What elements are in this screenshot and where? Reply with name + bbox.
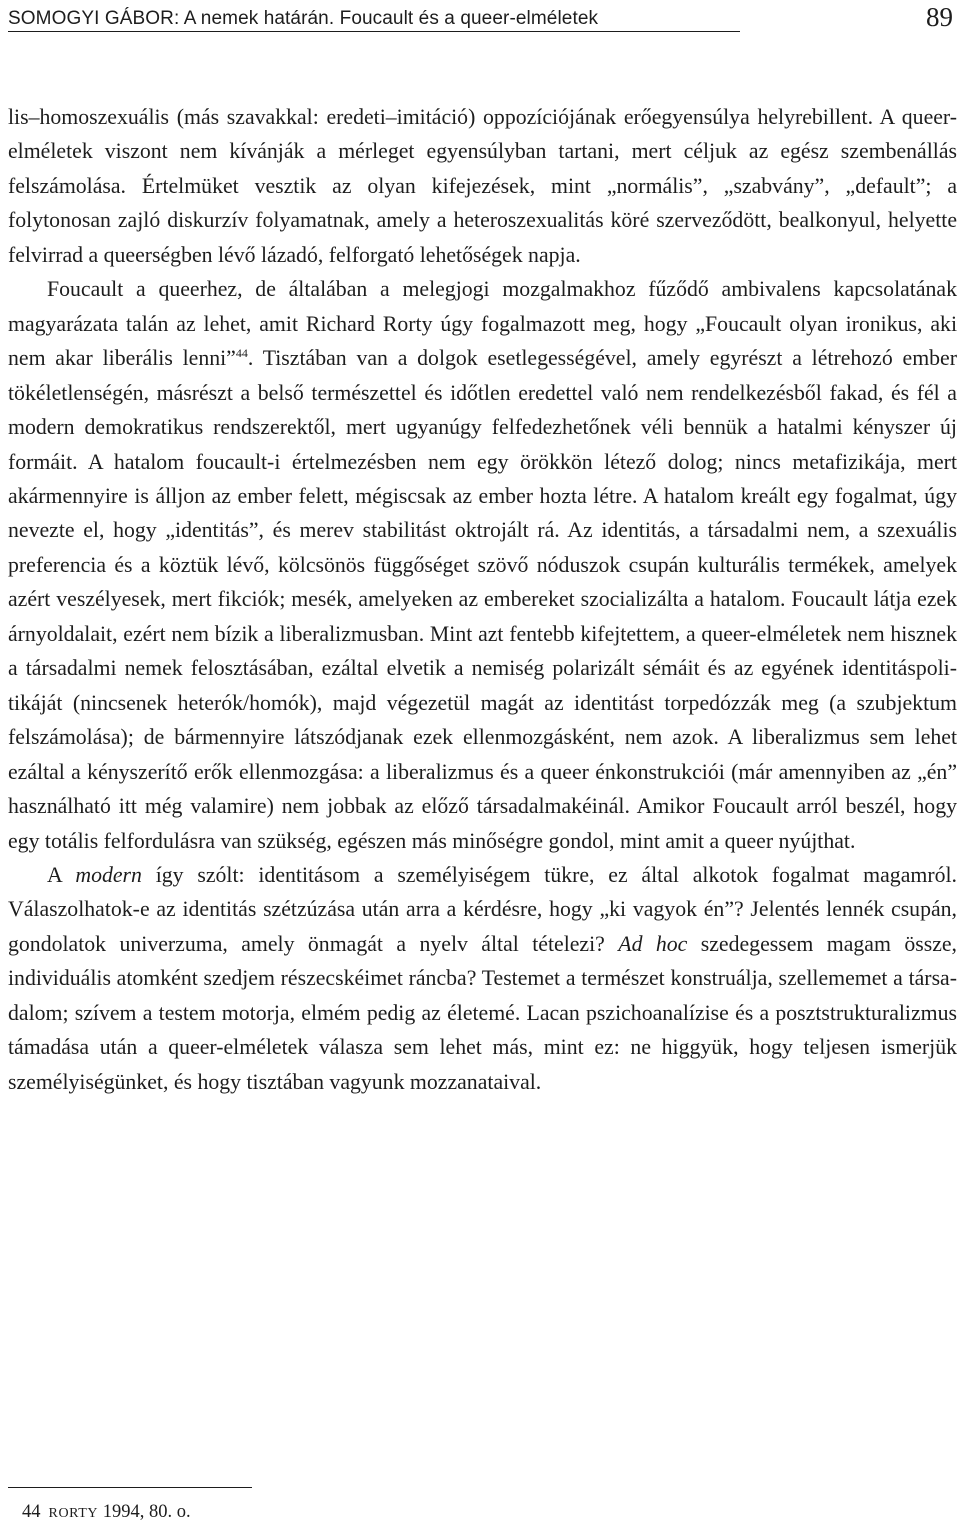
text-run: . Tisztában van a dolgok esetlegességével, amely egyrészt a létrehozó ember tökéletlenségén, másrészt a belső természettel és időtlen eredettel való nem rendelkezésből fakad, és fél a modern demokratikus rendszerektől, mert ugyanúgy felfedezhetőnek véli bennük a hatalmi kényszer új formáit. A hatalom foucault-i értelmezésben nem egy örökkön létező dolog; nincs metafizikája, mert akármennyire is álljon az ember felett, mégiscsak az ember hozta létre. A hatalom kreált egy fogalmat, úgy nevezte el, hogy „identitás”, és merev stabilitást oktrojált rá. Az identitás, a társadalmi nem, a szexuális preferencia és a köztük lévő, kölcsönös függőséget szövő nóduszok csupán kulturális termékek, amelyek azért veszélyesek, mert fikciók; mesék, amelyeken az embereket szocializálta a hatalom. Foucault látja ezek árnyoldalait, ezért nem bízik a liberalizmusban. Mint azt fentebb kifejtettem, a queer-elméletek nem hisznek a társadalmi nemek felosztásában, ezáltal elvetik a nemiség polarizált sémáit és az egyének identitáspolitikáját (nincsenek heterók/homók), majd végezetül magát az identitást torpedózzák meg (a szubjektum felszámolása); de bármennyire látszódjanak ezek ellenmozgásként, nem azok. A liberalizmus sem lehet ezáltal a kényszerítő erők ellenmozgása: a liberalizmus és a queer énkonstrukciói (már amennyiben az „én” használható itt még valamire) nem jobbak az előző társadalmakéinál. Amikor Foucault arról beszél, hogy egy totális felfordulásra van szükség, egészen más minőségre gondol, mint amit a queer nyújthat.: [8, 346, 957, 853]
text-run: Foucault a queerhez, de általában a melegjogi mozgalmakhoz fűződő ambivalens kapcsolatának magyarázata talán az lehet, amit Richard Rorty úgy fogalmazott meg, hogy „Foucault olyan ironikus, aki nem akar liberális lenni”: [8, 277, 957, 371]
text-run: A: [47, 862, 76, 887]
text-run: lis–homoszexuális (más szavakkal: eredeti–imitáció) oppozíciójának erőegyensúlya helyrebillent. A queer-elméletek viszont nem kívánják a mérleget egyensúlyban tartani, mert céljuk az egész szembenállás felszámolása. Értelmüket vesztik az olyan kifejezések, mint „normális”, „szabvány”, „default”; a folytonosan zajló diskurzív folyamatnak, amely a heteroszexualitás köré szerveződött, bealkonyul, helyette felvirrad a queerségben lévő lázadó, felforgató lehetőségek napja.: [8, 105, 957, 267]
footnote: [22, 1502, 191, 1523]
footnote-citation: 1994, 80. o.: [102, 1502, 191, 1522]
page-number: 89: [926, 2, 953, 32]
footnote-number: 44: [22, 1502, 41, 1522]
paragraph: [8, 858, 957, 1099]
header-rule: [8, 31, 740, 32]
footnote-author: RORTY: [48, 1506, 99, 1521]
paragraph: [8, 100, 957, 272]
body-text: [8, 100, 957, 1099]
italic-text: modern: [75, 862, 142, 887]
footnote-ref: 44: [235, 346, 248, 361]
running-header: [8, 2, 953, 38]
text-run: így szólt: identitásom a személyiségem tükre, ez által alkotok fogalmat magamról. Válaszolhatok-e az identitás szétzúzása után arra a kérdésre, hogy „ki vagyok én”? Jelentés lennék csupán, gondolatok univerzuma, amely önmagát a nyelv által tételezi?: [8, 862, 957, 956]
text-run: szedegessem magam össze, individuális atomként szedjem részecskéimet ráncba? Testemet a természet konstruálja, szellememet a társadalom; szívem a testem motorja, elmém pedig az életemé. Lacan pszichoanalízise és a posztstrukturalizmus támadása után a queer-elméletek válasza sem lehet más, mint ez: ne higgyük, hogy teljesen ismerjük személyiségünket, és hogy tisztában vagyunk mozzanataival.: [8, 931, 957, 1094]
footnote-rule: [8, 1487, 252, 1488]
paragraph: [8, 272, 957, 858]
italic-text: Ad hoc: [618, 931, 688, 956]
running-title: SOMOGYI GÁBOR: A nemek határán. Foucault és a queer-elméletek: [8, 8, 599, 29]
